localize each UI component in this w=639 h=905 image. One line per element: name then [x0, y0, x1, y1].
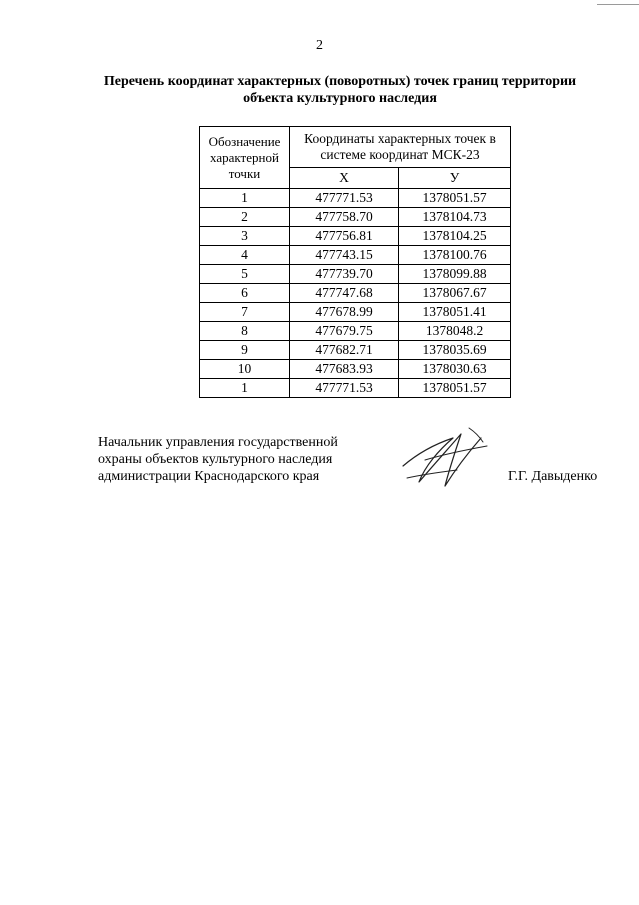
table-cell-x: 477678.99: [290, 303, 399, 322]
header-point-designation: Обозначение характерной точки: [200, 127, 290, 189]
table-cell-x: 477771.53: [290, 189, 399, 208]
table-row: [200, 246, 511, 265]
table-cell-y: 1378051.57: [399, 189, 511, 208]
document-title-line-1: Перечень координат характерных (поворотных) точек границ территории: [103, 74, 577, 89]
table-row: [200, 284, 511, 303]
table-row: [200, 303, 511, 322]
document-title-line-2: объекта культурного наследия: [243, 91, 437, 106]
table-cell-point: 1: [200, 379, 290, 398]
page-number: 2: [316, 38, 323, 53]
table-cell-x: 477771.53: [290, 379, 399, 398]
signer-position-line-3: администрации Краснодарского края: [98, 469, 320, 484]
table-row: [200, 189, 511, 208]
table-cell-y: 1378099.88: [399, 265, 511, 284]
table-cell-y: 1378048.2: [399, 322, 511, 341]
table-cell-y: 1378067.67: [399, 284, 511, 303]
table-cell-x: 477743.15: [290, 246, 399, 265]
table-cell-y: 1378104.25: [399, 227, 511, 246]
coordinates-table: [199, 126, 511, 398]
table-cell-x: 477756.81: [290, 227, 399, 246]
table-cell-y: 1378051.57: [399, 379, 511, 398]
handwritten-signature: [395, 420, 495, 495]
table-cell-point: 1: [200, 189, 290, 208]
table-cell-point: 8: [200, 322, 290, 341]
table-cell-x: 477758.70: [290, 208, 399, 227]
table-row: [200, 208, 511, 227]
table-row: [200, 379, 511, 398]
header-y: У: [399, 168, 511, 189]
table-cell-x: 477679.75: [290, 322, 399, 341]
coordinates-table-body: [200, 189, 511, 398]
table-cell-point: 10: [200, 360, 290, 379]
signer-position-line-1: Начальник управления государственной: [98, 435, 338, 450]
table-cell-x: 477683.93: [290, 360, 399, 379]
signer-position-line-2: охраны объектов культурного наследия: [98, 452, 333, 467]
table-cell-x: 477747.68: [290, 284, 399, 303]
table-row: [200, 265, 511, 284]
table-cell-point: 3: [200, 227, 290, 246]
table-cell-y: 1378030.63: [399, 360, 511, 379]
table-cell-x: 477739.70: [290, 265, 399, 284]
table-cell-point: 7: [200, 303, 290, 322]
table-cell-x: 477682.71: [290, 341, 399, 360]
table-row: [200, 341, 511, 360]
table-cell-point: 4: [200, 246, 290, 265]
table-cell-y: 1378104.73: [399, 208, 511, 227]
document-title: [60, 73, 620, 107]
table-row: [200, 227, 511, 246]
table-cell-point: 9: [200, 341, 290, 360]
table-cell-point: 6: [200, 284, 290, 303]
table-row: [200, 322, 511, 341]
table-cell-y: 1378100.76: [399, 246, 511, 265]
table-cell-point: 5: [200, 265, 290, 284]
header-coordinates: Координаты характерных точек в системе координат МСК-23: [290, 127, 511, 168]
corner-scan-mark: [597, 4, 639, 5]
table-cell-point: 2: [200, 208, 290, 227]
table-row: [200, 360, 511, 379]
header-x: X: [290, 168, 399, 189]
signer-name: Г.Г. Давыденко: [508, 469, 598, 484]
table-cell-y: 1378035.69: [399, 341, 511, 360]
table-cell-y: 1378051.41: [399, 303, 511, 322]
signer-position: [98, 434, 398, 485]
